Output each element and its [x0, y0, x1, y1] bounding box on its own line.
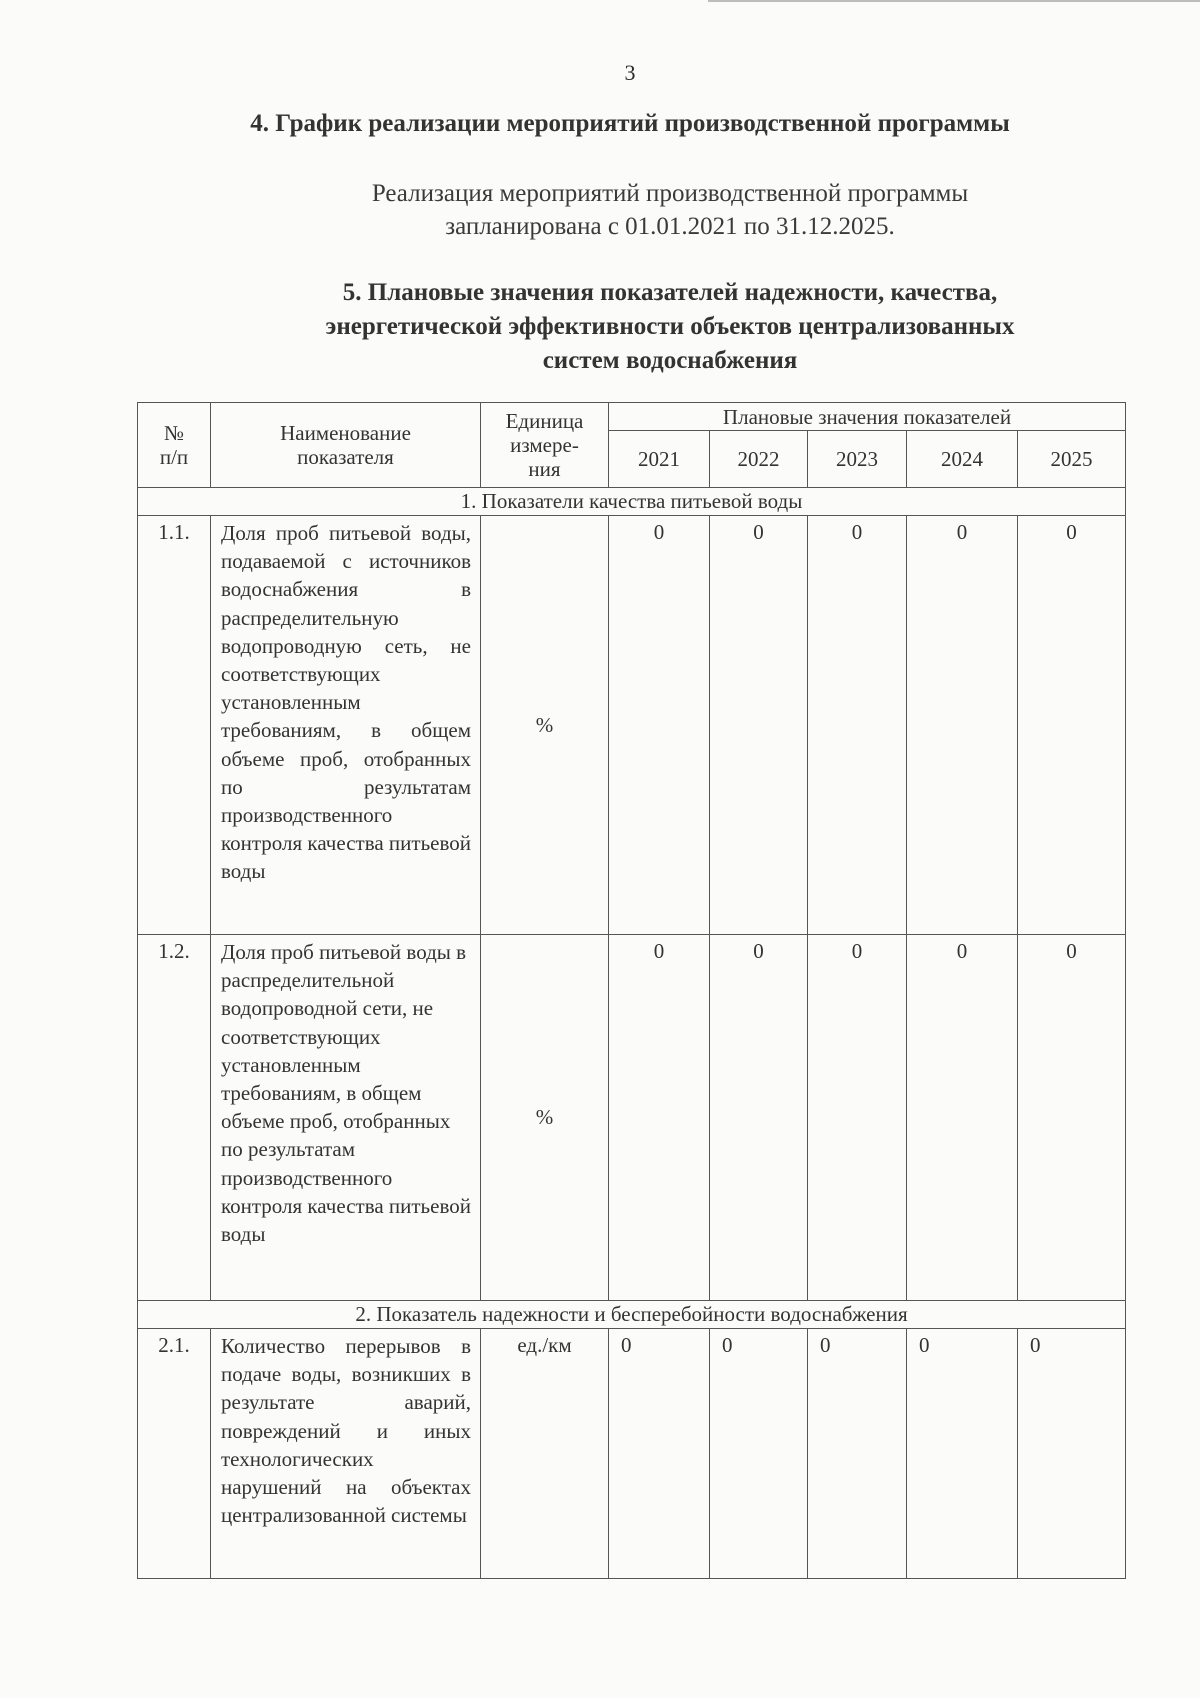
section-title: 2. Показатель надежности и бесперебойности водоснабжения	[138, 1301, 1126, 1329]
section5-title-line2: энергетической эффективности объектов централизованных	[325, 313, 1015, 340]
row-num: 1.2.	[138, 935, 211, 1301]
row-name: Количество перерывов в подаче воды, возникших в результате аварий, повреждений и иных технологических нарушений на объектах централизованной системы	[211, 1329, 481, 1579]
page-number: 3	[624, 60, 636, 85]
header-plan: Плановые значения показателей	[609, 403, 1126, 431]
row-value: 0	[710, 1329, 808, 1579]
header-unit-line1: Единица	[505, 409, 584, 433]
section4-title: 4. График реализации мероприятий производственной программы	[250, 110, 1010, 137]
row-unit: ед./км	[481, 1329, 609, 1579]
row-value: 0	[907, 1329, 1018, 1579]
row-value: 0	[907, 935, 1018, 1301]
row-value: 0	[609, 935, 710, 1301]
header-name-line1: Наименование	[280, 421, 411, 445]
row-value: 0	[1018, 516, 1126, 935]
table-row	[138, 516, 1126, 935]
row-unit: %	[481, 516, 609, 935]
section5-title-line1: 5. Плановые значения показателей надежности, качества,	[342, 279, 998, 306]
header-unit-line2: измере-	[510, 433, 579, 457]
row-value: 0	[808, 1329, 907, 1579]
row-value: 0	[710, 935, 808, 1301]
row-value: 0	[609, 516, 710, 935]
row-value: 0	[808, 516, 907, 935]
row-value: 0	[808, 935, 907, 1301]
header-row-1	[138, 403, 1126, 431]
header-year: 2023	[808, 431, 907, 488]
section4-text-line1: Реализация мероприятий производственной программы	[371, 180, 969, 207]
scan-edge-line	[708, 0, 1200, 2]
row-name: Доля проб питьевой воды, подаваемой с источников водоснабжения в распределительную водопроводную сеть, не соответствующих установленным требованиям, в общем объеме проб, отобранных по результатам производственного контроля качества питьевой воды	[211, 516, 481, 935]
section4-text-line2: запланирована с 01.01.2021 по 31.12.2025.	[445, 213, 895, 240]
row-value: 0	[710, 516, 808, 935]
indicators-table	[137, 402, 1126, 1579]
header-year: 2024	[907, 431, 1018, 488]
header-num-line1: №	[163, 421, 185, 445]
header-year: 2022	[710, 431, 808, 488]
row-value: 0	[1018, 935, 1126, 1301]
row-name: Доля проб питьевой воды в распределительной водопроводной сети, не соответствующих установленным требованиям, в общем объеме проб, отобранных по результатам производственного контроля качества питьевой воды	[211, 935, 481, 1301]
header-year: 2021	[609, 431, 710, 488]
row-num: 2.1.	[138, 1329, 211, 1579]
table-row	[138, 935, 1126, 1301]
row-value: 0	[1018, 1329, 1126, 1579]
header-name	[211, 403, 481, 488]
row-unit: %	[481, 935, 609, 1301]
section-title: 1. Показатели качества питьевой воды	[138, 488, 1126, 516]
row-value: 0	[907, 516, 1018, 935]
header-name-line2: показателя	[297, 445, 394, 469]
header-unit	[481, 403, 609, 488]
header-num	[138, 403, 211, 488]
section-row	[138, 1301, 1126, 1329]
section-row	[138, 488, 1126, 516]
header-unit-line3: ния	[528, 457, 561, 481]
header-num-line2: п/п	[159, 445, 189, 469]
row-value: 0	[609, 1329, 710, 1579]
section5-title	[0, 276, 1200, 378]
row-num: 1.1.	[138, 516, 211, 935]
table-row	[138, 1329, 1126, 1579]
section4-text	[0, 177, 1200, 243]
header-year: 2025	[1018, 431, 1126, 488]
section5-title-line3: систем водоснабжения	[542, 347, 798, 374]
